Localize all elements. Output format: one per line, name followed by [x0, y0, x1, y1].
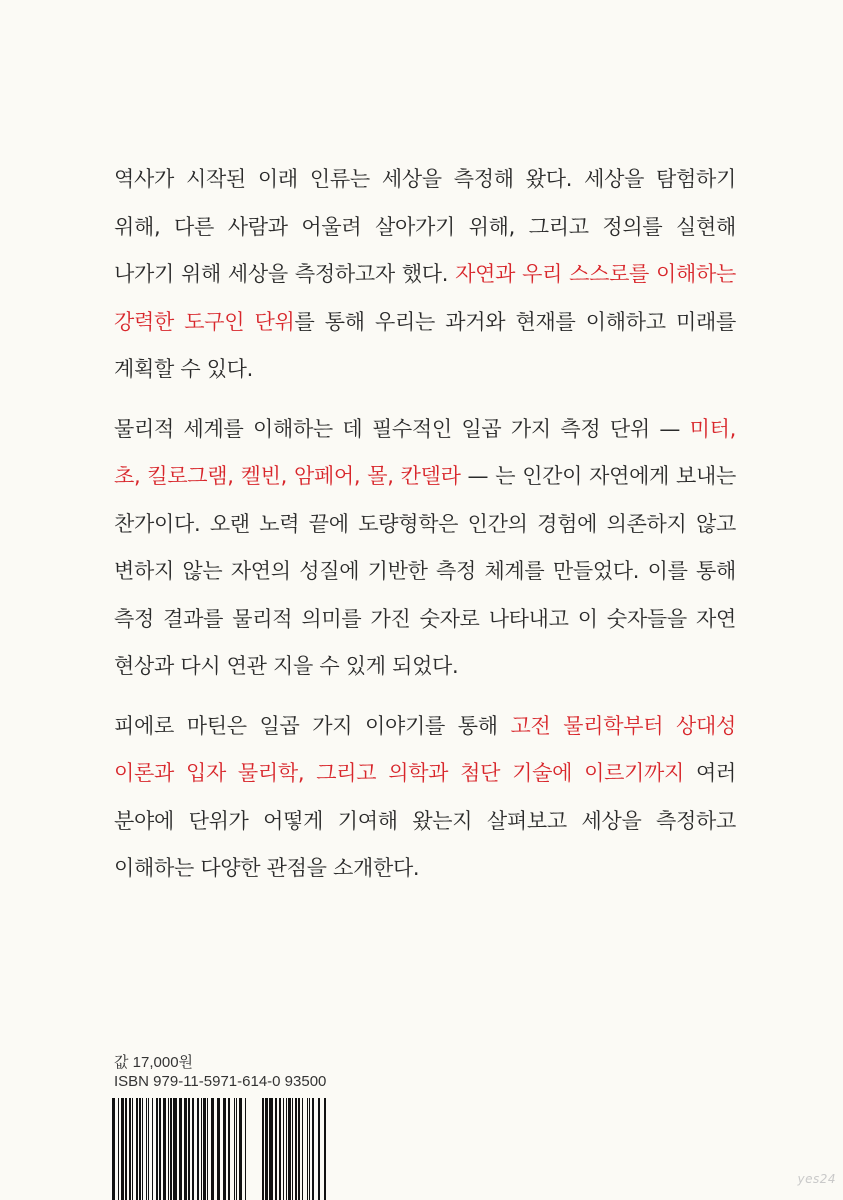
barcode-bar	[152, 1098, 153, 1200]
barcode-bar	[159, 1098, 161, 1200]
barcode-bar	[129, 1098, 131, 1200]
paragraph-3	[114, 703, 736, 893]
barcode-bar	[324, 1098, 326, 1200]
barcode-bar	[112, 1098, 115, 1200]
paragraph-2-highlight: 미터, 초, 킬로그램, 켈빈, 암페어, 몰, 칸델라	[114, 416, 736, 488]
barcode-bar	[279, 1098, 281, 1200]
barcode-bar	[146, 1098, 147, 1200]
paragraph-3-highlight: 고전 물리학부터 상대성 이론과 입자 물리학, 그리고 의학과 첨단 기술에 이르기까지	[114, 713, 736, 785]
barcode-bar	[234, 1098, 235, 1200]
barcode-bar	[168, 1098, 169, 1200]
barcode-bar	[173, 1098, 177, 1200]
barcode-bar	[286, 1098, 287, 1200]
barcode-bar	[203, 1098, 206, 1200]
barcode-bar	[269, 1098, 273, 1200]
barcode-addon-icon	[262, 1098, 330, 1200]
barcode-bar	[156, 1098, 158, 1200]
paragraph-2	[114, 406, 736, 691]
barcode-bar	[275, 1098, 277, 1200]
barcode-bar	[245, 1098, 246, 1200]
paragraph-1-segment-3: 를 통해 우리는 과거와 현재를 이해하고 미래를 계획할 수 있다.	[114, 309, 736, 381]
barcode-bar	[192, 1098, 194, 1200]
paragraph-1	[114, 156, 736, 394]
barcode-bar	[148, 1098, 149, 1200]
paragraph-2-segment-1: 물리적 세계를 이해하는 데 필수적인 일곱 가지 측정 단위 —	[114, 416, 690, 441]
barcode-bar	[217, 1098, 220, 1200]
barcode-bar	[188, 1098, 190, 1200]
barcode-bar	[132, 1098, 133, 1200]
barcode-bar	[318, 1098, 320, 1200]
isbn-label: ISBN 979-11-5971-614-0 93500	[114, 1073, 327, 1090]
barcode-bar	[292, 1098, 293, 1200]
barcode-bar	[295, 1098, 297, 1200]
barcode-bar	[139, 1098, 141, 1200]
barcode-icon	[112, 1098, 248, 1200]
paragraph-2-segment-3: — 는 인간이 자연에게 보내는 찬가이다. 오랜 노력 끝에 도량형학은 인간의 경험에 의존하지 않고 변하지 않는 자연의 성질에 기반한 측정 체계를 만들었다. 이를 통해 측정 결과를 물리적 의미를 가진 숫자로 나타내고 이 숫자들을 자연 현상과 다시 연관 지을 수 있게 되었다.	[114, 464, 737, 678]
barcode-bar	[302, 1098, 303, 1200]
barcode-bar	[223, 1098, 226, 1200]
barcode-bar	[265, 1098, 268, 1200]
barcode-bar	[142, 1098, 143, 1200]
barcode-bar	[179, 1098, 182, 1200]
barcode-bar	[309, 1098, 310, 1200]
barcode-bar	[312, 1098, 314, 1200]
barcode-bar	[236, 1098, 237, 1200]
barcode-bar	[163, 1098, 166, 1200]
back-cover-description	[114, 156, 736, 905]
paragraph-3-segment-3: 여러 분야에 단위가 어떻게 기여해 왔는지 살펴보고 세상을 측정하고 이해하는 다양한 관점을 소개한다.	[114, 761, 736, 880]
barcode-bar	[184, 1098, 187, 1200]
barcode-bar	[288, 1098, 291, 1200]
barcode-bar	[197, 1098, 199, 1200]
price-label: 값 17,000원	[114, 1054, 194, 1071]
paragraph-3-segment-1: 피에로 마틴은 일곱 가지 이야기를 통해	[114, 713, 511, 738]
barcode-bar	[211, 1098, 214, 1200]
barcode-bar	[170, 1098, 172, 1200]
watermark-logo: yes24	[797, 1172, 836, 1186]
barcode-bar	[283, 1098, 284, 1200]
barcode-bar	[228, 1098, 230, 1200]
paragraph-1-highlight: 자연과 우리 스스로를 이해하는 강력한 도구인 단위	[114, 262, 736, 334]
barcode-bar	[125, 1098, 127, 1200]
price-isbn-block	[114, 1053, 326, 1091]
paragraph-1-segment-1: 역사가 시작된 이래 인류는 세상을 측정해 왔다. 세상을 탐험하기 위해, 다른 사람과 어울려 살아가기 위해, 그리고 정의를 실현해 나가기 위해 세상을 측정하고자 했다.	[114, 167, 736, 286]
barcode-bar	[118, 1098, 119, 1200]
barcode-bar	[298, 1098, 300, 1200]
barcode-bar	[201, 1098, 202, 1200]
barcode-bar	[207, 1098, 208, 1200]
barcode-bar	[307, 1098, 308, 1200]
barcode-bar	[121, 1098, 124, 1200]
barcode-bar	[262, 1098, 264, 1200]
barcode-bar	[239, 1098, 242, 1200]
barcode-bar	[136, 1098, 138, 1200]
